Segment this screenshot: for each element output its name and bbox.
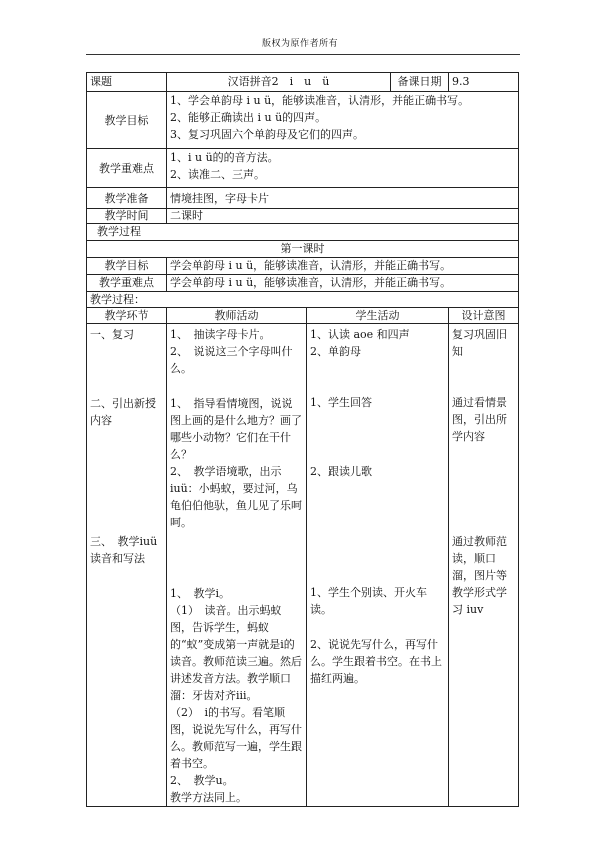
goal-item: 1、学会单韵母 i u ü，能够读准音，认清形，并能正确书写。 <box>170 94 470 107</box>
student-teach-item: 1、学生个别读、开火车读。 <box>310 586 427 616</box>
teacher-teach-item: 教学方法同上。 <box>170 791 247 804</box>
stage-teach: 三、 教学iuü读音和写法 <box>90 535 158 565</box>
process-label: 教学过程 <box>87 224 519 241</box>
student-review-item: 1、认读 aoe 和四声 <box>310 328 410 341</box>
intent-cell <box>449 324 519 807</box>
row-lesson1-key <box>87 275 519 292</box>
goal-item: 3、复习巩固六个单韵母及它们的四声。 <box>170 128 364 141</box>
row-lesson1-process <box>87 292 519 308</box>
teacher-teach-item: 2、 教学u。 <box>170 774 234 787</box>
topic-value: 汉语拼音2 i u ü <box>167 73 391 92</box>
topic-label: 课题 <box>87 73 167 92</box>
intent-teach: 通过教师范读，顺口溜，图片等教学形式学习 iuv <box>452 535 507 616</box>
row-key-points <box>87 149 519 188</box>
row-prep <box>87 188 519 209</box>
time-label: 教学时间 <box>87 209 167 224</box>
row-time <box>87 209 519 224</box>
teacher-review-item: 2、 说说这三个字母叫什么。 <box>170 345 293 375</box>
teacher-teach-item: 1、 教学i。 <box>170 587 231 600</box>
lesson-plan-table <box>86 72 519 807</box>
teacher-teach-item: （2） i的书写。看笔顺图，说说先写什么，再写什么。教师范写一遍，学生跟着书空。 <box>170 706 302 770</box>
goals-content <box>167 92 519 149</box>
key-label: 教学重难点 <box>87 149 167 188</box>
row-process <box>87 224 519 241</box>
teacher-teach-item: （1） 读音。出示蚂蚁图，告诉学生，蚂蚁的“蚁”变成第一声就是i的读音。教师范读三遍。然后讲述发音方法。教学顺口溜：牙齿对齐iii。 <box>170 604 302 702</box>
teacher-intro-item: 1、 指导看情境图，说说图上画的是什么地方？画了哪些小动物？它们在干什么？ <box>170 397 302 461</box>
intent-intro: 通过看情景图，引出所学内容 <box>452 396 507 443</box>
prep-value: 情境挂图，字母卡片 <box>167 188 519 209</box>
date-value: 9.3 <box>449 73 519 92</box>
lesson1-key-label: 教学重难点 <box>87 275 167 292</box>
key-content <box>167 149 519 188</box>
lesson1-key-value: 学会单韵母 i u ü，能够读准音，认清形，并能正确书写。 <box>167 275 519 292</box>
row-lesson-title <box>87 241 519 258</box>
key-item: 1、i u ü的的音方法。 <box>170 151 279 164</box>
goals-label: 教学目标 <box>87 92 167 149</box>
student-teach-item: 2、说说先写什么，再写什么。学生跟着书空。在书上描红两遍。 <box>310 638 442 685</box>
teacher-review-item: 1、 抽读字母卡片。 <box>170 328 271 341</box>
key-item: 2、读准二、三声。 <box>170 168 265 181</box>
lesson1-goals-value: 学会单韵母 i u ü，能够读准音，认清形，并能正确书写。 <box>167 258 519 275</box>
student-review-item: 2、单韵母 <box>310 345 361 358</box>
student-intro-item: 2、跟读儿歌 <box>310 465 372 478</box>
intent-review: 复习巩固旧知 <box>452 328 507 358</box>
student-cell <box>307 324 449 807</box>
goal-item: 2、能够正确读出 i u ü的四声。 <box>170 111 327 124</box>
col-header-teacher: 教师活动 <box>167 308 307 324</box>
row-lesson1-goals <box>87 258 519 275</box>
header-divider <box>86 54 520 55</box>
stage-review: 一、复习 <box>90 328 134 341</box>
stage-intro: 二、引出新授内容 <box>90 397 156 427</box>
col-header-stage: 教学环节 <box>87 308 167 324</box>
teacher-intro-item: 2、 教学语境歌，出示iuü：小蚂蚁，要过河，乌龟伯伯他驮，鱼儿见了乐呵呵。 <box>170 465 302 529</box>
teacher-cell <box>167 324 307 807</box>
date-label: 备课日期 <box>391 73 449 92</box>
row-topic <box>87 73 519 92</box>
stages-cell <box>87 324 167 807</box>
row-goals <box>87 92 519 149</box>
prep-label: 教学准备 <box>87 188 167 209</box>
copyright-header: 版权为原作者所有 <box>261 39 338 49</box>
lesson1-process-label: 教学过程： <box>87 292 519 308</box>
row-activities <box>87 324 519 807</box>
row-column-headers <box>87 308 519 324</box>
lesson1-goals-label: 教学目标 <box>87 258 167 275</box>
col-header-intent: 设计意图 <box>449 308 519 324</box>
lesson1-title: 第一课时 <box>87 241 519 258</box>
col-header-student: 学生活动 <box>307 308 449 324</box>
time-value: 二课时 <box>167 209 519 224</box>
student-intro-item: 1、学生回答 <box>310 396 372 409</box>
